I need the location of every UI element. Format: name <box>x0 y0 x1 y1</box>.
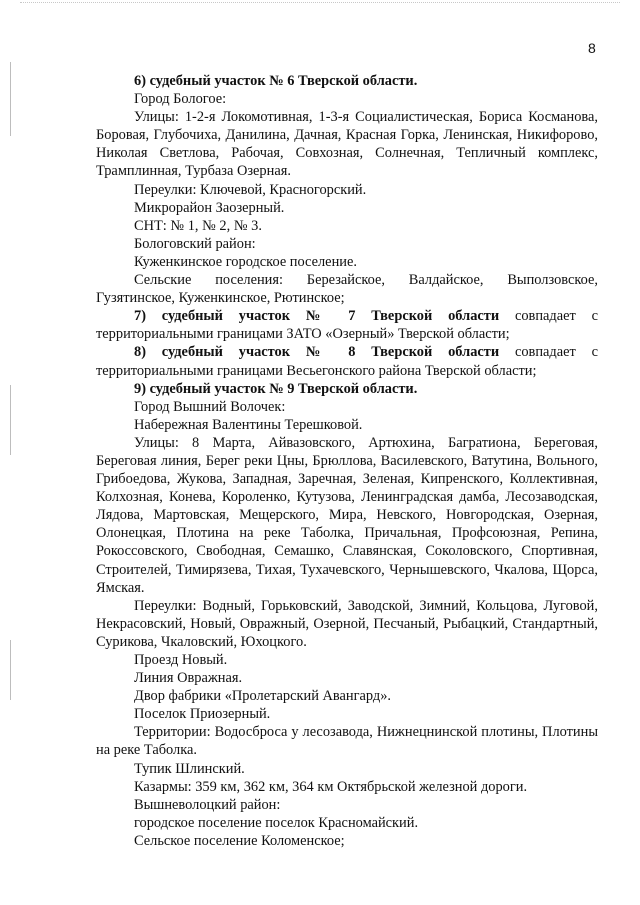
urban-settlement: городское поселение поселок Красномайский. <box>134 814 419 831</box>
territories: Территории: Водосброса у лесозавода, Нижнецнинской плотины, Плотины на реке Таболка. <box>96 724 598 759</box>
district-heading: Вышневолоцкий район: <box>134 796 281 813</box>
scan-margin-mark <box>10 640 11 700</box>
streets-list: Улицы: 8 Марта, Айвазовского, Артюхина, Багратиона, Береговая, Береговая линия, Берег реки Цны, Брюллова, Василевского, Ватутина, Вольного, Грибоедова, Жукова, Западная, Заречная, Зеленая, Кипренского, Коллективная, Колхозная, Конева, Короленко, Кутузова, Ленинградская дамба, Лесозаводская, Лядова, Мартовская, Мещерского, Мира, Невского, Новгородская, Озерная, Олонецкая, Плотина на реке Таболка, Причальная, Профсоюзная, Репина, Рокоссовского, Свободная, Семашко, Славянская, Соколовского, Спортивная, Строителей, Тимирязева, Тихая, Тухачевского, Чернышевского, Чкалова, Щорса, Ямская. <box>96 434 598 596</box>
snt-list: СНТ: № 1, № 2, № 3. <box>134 217 262 234</box>
factory-yard: Двор фабрики «Пролетарский Авангард». <box>134 688 392 705</box>
section-title: 6) судебный участок № 6 Тверской области. <box>134 73 418 89</box>
barracks: Казармы: 359 км, 362 км, 364 км Октябрьской железной дороги. <box>134 778 528 795</box>
section-title: 9) судебный участок № 9 Тверской области. <box>134 380 418 397</box>
line: Линия Овражная. <box>134 670 243 687</box>
scan-margin-mark <box>10 62 11 136</box>
embankment: Набережная Валентины Терешковой. <box>134 416 363 433</box>
city-heading: Город Вышний Волочек: <box>134 398 286 415</box>
section-text: совпадает с территориальными границами ЗАТО «Озерный» Тверской области; <box>96 308 598 343</box>
scan-top-edge <box>20 2 620 7</box>
rural-settlements: Сельское поселение Коломенское; <box>134 832 345 849</box>
lanes-list: Переулки: Ключевой, Красногорский. <box>134 181 367 198</box>
scan-margin-mark <box>10 385 11 455</box>
document-body <box>96 72 598 850</box>
section-text: совпадает с территориальными границами Весьегонского района Тверской области; <box>96 344 598 379</box>
city-heading: Город Бологое: <box>134 91 227 108</box>
village: Поселок Приозерный. <box>134 706 271 723</box>
district-heading: Бологовский район: <box>134 235 256 252</box>
lanes-list: Переулки: Водный, Горьковский, Заводской, Зимний, Кольцова, Луговой, Некрасовский, Новый, Овражный, Озерной, Песчаный, Рыбацкий, Стандартный, Сурикова, Чкаловский, Юхоцкого. <box>96 597 598 650</box>
section-8 <box>96 343 598 379</box>
section-title: 7) судебный участок № 7 Тверской области <box>134 308 500 325</box>
rural-settlements: Сельские поселения: Березайское, Валдайское, Выползовское, Гузятинское, Куженкинское, Рютинское; <box>96 272 598 307</box>
section-title: 8) судебный участок № 8 Тверской области <box>134 344 500 361</box>
microdistrict: Микрорайон Заозерный. <box>134 199 285 216</box>
page-number: 8 <box>588 40 596 56</box>
dead-end: Тупик Шлинский. <box>134 760 245 777</box>
urban-settlement: Куженкинское городское поселение. <box>134 253 357 270</box>
section-7 <box>96 307 598 343</box>
passage: Проезд Новый. <box>134 652 228 668</box>
streets-list: Улицы: 1-2-я Локомотивная, 1-3-я Социалистическая, Бориса Косманова, Боровая, Глубочиха, Данилина, Дачная, Красная Горка, Ленинская, Никифорово, Николая Светлова, Рабочая, Совхозная, Солнечная, Тепличный комплекс, Трамплинная, Турбаза Озерная. <box>96 109 598 180</box>
